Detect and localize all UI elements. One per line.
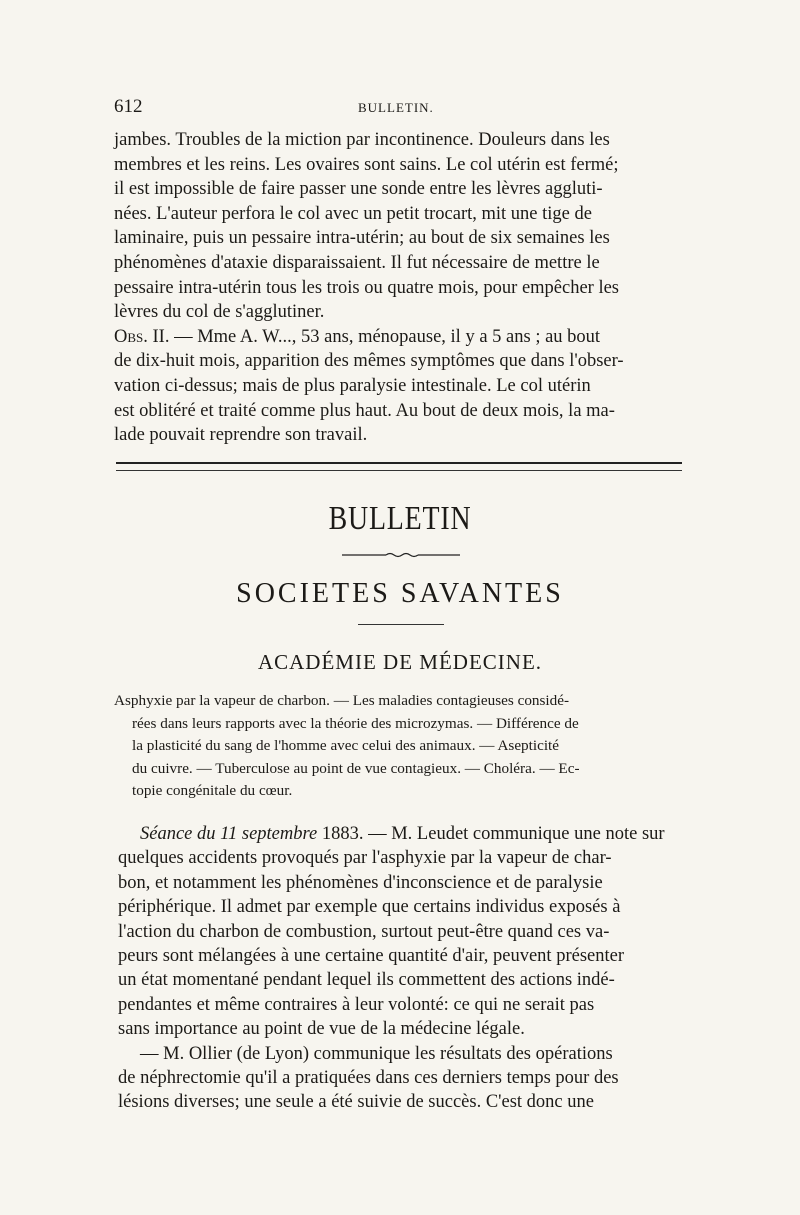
text-line: il est impossible de faire passer une sonde entre les lèvres aggluti- (114, 179, 603, 200)
text-line: membres et les reins. Les ovaires sont sains. Le col utérin est fermé; (114, 154, 619, 175)
text-line: bon, et notamment les phénomènes d'inconscience et de paralysie (118, 872, 603, 893)
session-opening (118, 822, 686, 846)
text-line: laminaire, puis un pessaire intra-utérin; au bout de six semaines les (114, 228, 610, 249)
text-line: nées. L'auteur perfora le col avec un petit trocart, mit une tige de (114, 203, 592, 224)
session-summary (114, 690, 688, 803)
text-line: vation ci-dessus; mais de plus paralysie intestinale. Le col utérin (114, 375, 591, 396)
text-line: de dix-huit mois, apparition des mêmes symptômes que dans l'obser- (114, 351, 624, 372)
running-head: BULLETIN. (358, 100, 434, 115)
text-line: un état momentané pendant lequel ils commettent des actions indé- (118, 970, 615, 991)
text-line: Mme A. W..., 53 ans, ménopause, il y a 5 ans ; au bout (197, 326, 601, 347)
previous-article-text (114, 128, 686, 448)
text-line: jambes. Troubles de la miction par incontinence. Douleurs dans les (114, 130, 610, 150)
observation-2 (114, 325, 686, 350)
text-line: lade pouvait reprendre son travail. (114, 425, 368, 446)
text-line: est oblitéré et traité comme plus haut. Au bout de deux mois, la ma- (114, 400, 615, 421)
short-divider (358, 624, 444, 625)
session-report (118, 822, 686, 1115)
summary-line: rées dans leurs rapports avec la théorie des microzymas. — Différence de (132, 714, 579, 732)
text-line: l'action du charbon de combustion, surtout peut-être quand ces va- (118, 921, 610, 942)
text-line: lèvres du col de s'agglutiner. (114, 302, 325, 323)
section-subtitle: SOCIETES SAVANTES (236, 578, 564, 609)
text-line: phénomènes d'ataxie disparaissaient. Il fut nécessaire de mettre le (114, 252, 600, 273)
text-line: — M. Ollier (de Lyon) communique les résultats des opérations (140, 1043, 613, 1064)
text-line: lésions diverses; une seule a été suivie de succès. C'est donc une (118, 1092, 594, 1113)
text-line: pendantes et même contraires à leur volonté: ce qui ne serait pas (118, 994, 595, 1015)
session-date: Séance du 11 septembre (140, 824, 318, 844)
summary-line: Asphyxie par la vapeur de charbon. — Les maladies contagieuses considé- (114, 692, 570, 709)
ornament-flourish (342, 552, 460, 558)
section-divider (116, 462, 682, 471)
summary-line: du cuivre. — Tuberculose au point de vue contagieux. — Choléra. — Ec- (132, 759, 580, 777)
text-line: de néphrectomie qu'il a pratiquées dans ces derniers temps pour des (118, 1068, 619, 1089)
page-number: 612 (114, 96, 143, 117)
text-line: peurs sont mélangées à une certaine quantité d'air, peuvent présenter (118, 946, 624, 967)
observation-label: Obs. II. — (114, 326, 193, 347)
text-line: pessaire intra-utérin tous les trois ou quatre mois, pour empêcher les (114, 277, 620, 298)
summary-line: la plasticité du sang de l'homme avec celui des animaux. — Asepticité (132, 737, 560, 754)
academy-heading: ACADÉMIE DE MÉDECINE. (257, 650, 543, 674)
text-line: 1883. — M. Leudet communique une note sur (317, 824, 665, 844)
page-header (114, 96, 686, 120)
section-title: BULLETIN (328, 500, 472, 537)
summary-line: topie congénitale du cœur. (132, 782, 293, 799)
text-line: quelques accidents provoqués par l'asphyxie par la vapeur de char- (118, 848, 612, 869)
text-line: sans importance au point de vue de la médecine légale. (118, 1019, 525, 1040)
text-line: périphérique. Il admet par exemple que certains individus exposés à (118, 897, 621, 918)
